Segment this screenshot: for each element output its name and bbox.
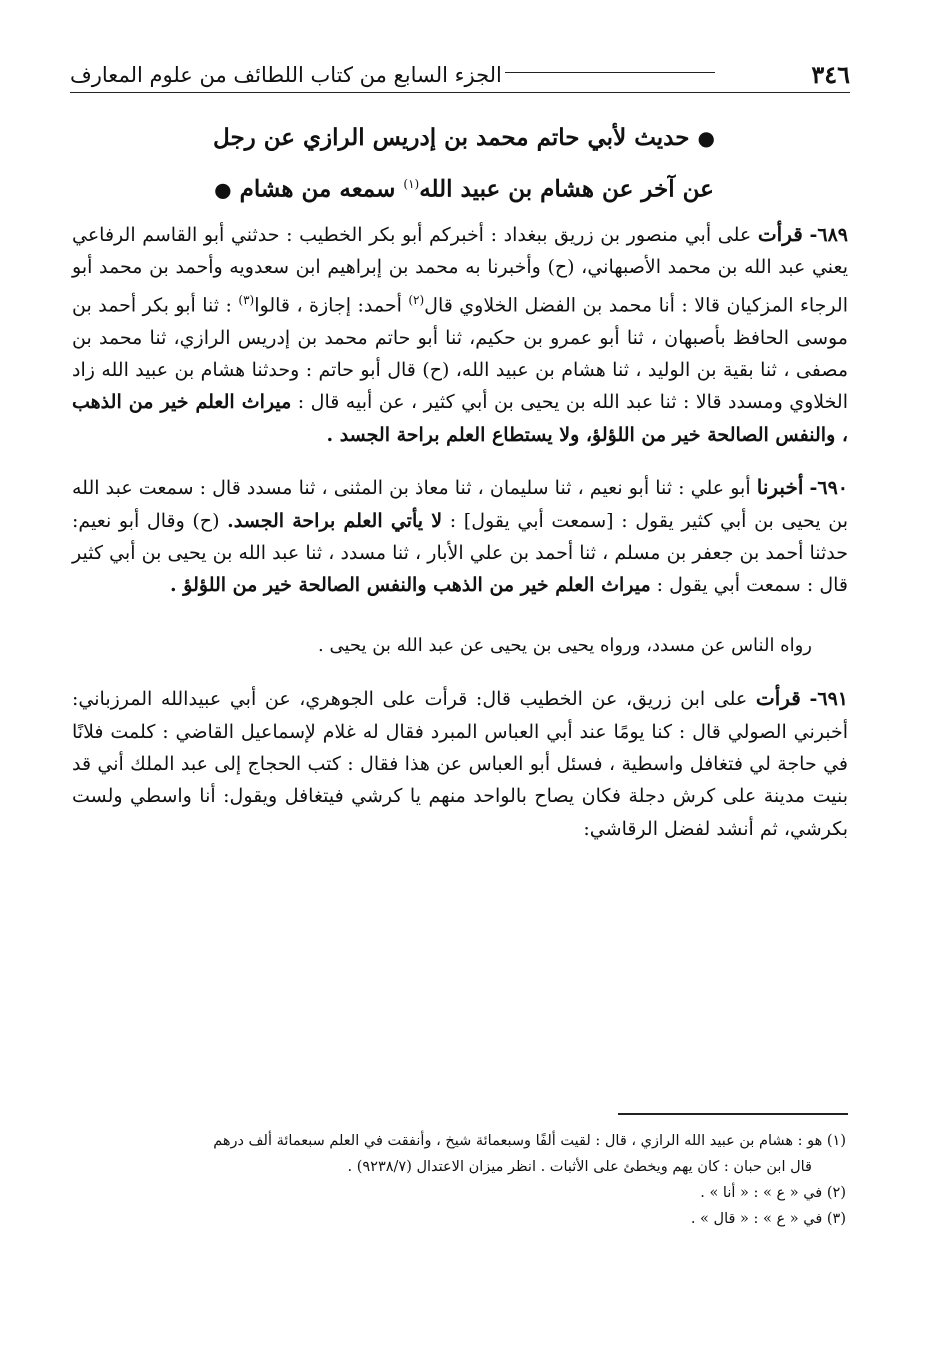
footnote-text: هو : هشام بن عبيد الله الرازي ، قال : لقيت ألفًا وسبعمائة شيخ ، وأنفقت في العلم سبعمائة ألف درهم [213,1133,823,1149]
footnote-3 [88,1206,846,1232]
footnote-mark-2: (٢) [408,292,425,307]
footnote-mark: (٣) [826,1211,846,1227]
header-rule [505,72,715,73]
footnote-1 [88,1128,846,1180]
hadith-text: على ابن زريق، عن الخطيب قال: قرأت على الجوهري، عن أبي عبيدالله المرزباني: أخبرني الصولي قال : كنا يومًا عند أبي العباس المبرد فقال له غلام لإسماعيل القاضي : كلمت فلانًا في حاجة لي فتغافل واسطية ، فسئل أبو العباس عن هذا فقال : كتب الحجاج إلى عبد الملك أني قد بنيت مدينة على كرش دجلة فكان يصاح بالواحد منهم يا كرشي فيتغافل ويقول: أنا واسطي ولست بكرشي، ثم أنشد لفضل الرقاشي: [72,688,848,840]
footnote-mark: (١) [826,1133,846,1149]
footnotes [88,1128,846,1232]
page-number: ٣٤٦ [811,60,850,89]
narrator-verb: قرأت [755,686,801,711]
matn-text: لا يأتي العلم براحة الجسد. [227,509,443,532]
section-title-line-2 [90,161,838,213]
isnad-text-2: (ح) وقال أبو نعيم: حدثنا أحمد بن جعفر بن مسلم ، ثنا أحمد بن علي الأبار ، ثنا مسدد ، ثنا عبد الله بن يحيى بن أبي كثير قال : سمعت أبي يقول : [72,509,848,597]
section-title-text-1: حديث لأبي حاتم محمد بن إدريس الرازي عن رجل [213,124,690,151]
footnote-text: في « ع » : « قال » . [690,1211,823,1227]
footnote-text: في « ع » : « أنا » . [700,1185,823,1201]
footnote-mark: (٢) [826,1185,846,1201]
running-head [70,52,850,93]
hadith-number: ٦٨٩- [809,224,848,246]
footnote-rule [618,1113,848,1115]
body-text [72,218,848,845]
hadith-number: ٦٩١- [809,688,848,711]
section-title [90,115,838,213]
running-title: الجزء السابع من كتاب اللطائف من علوم المعارف [70,63,502,87]
hadith-number: ٦٩٠- [809,477,848,500]
footnote-mark-1: (١) [403,177,420,191]
hadith-691 [72,682,848,845]
bullet-icon-end: ● [214,177,232,202]
section-title-line-1 [90,115,838,161]
narration-note: رواه الناس عن مسدد، ورواه يحيى بن يحيى عن عبد الله بن يحيى . [318,634,812,656]
footnote-text-2: قال ابن حبان : كان يهم ويخطئ على الأثبات . انظر ميزان الاعتدال (٩٢٣٨/٧) . [347,1159,812,1175]
isnad-text-2: أحمد: إجازة ، قالوا [254,294,402,317]
isnad-text: على أبي منصور بن زريق ببغداد : أخبركم أبو بكر الخطيب : حدثني أبو القاسم الرفاعي يعني عبد الله بن محمد الأصبهاني، (ح) وأخبرنا به محمد بن إبراهيم ابن سعدويه وأحمد بن محمد أبو الرجاء المزكيان قالا : أنا محمد بن الفضل الخلاوي قال [72,224,848,317]
matn-text: ميراث العلم خير من الذهب ، والنفس الصالحة خير من اللؤلؤ، ولا يستطاع العلم براحة الجسد . [72,391,848,446]
matn-text-2: ميراث العلم خير من الذهب والنفس الصالحة خير من اللؤلؤ . [170,574,651,597]
bullet-icon: ● [697,126,715,150]
isnad-text: أبو علي : ثنا أبو نعيم ، ثنا سليمان ، ثنا معاذ بن المثنى ، ثنا مسدد قال : سمعت عبد الله بن يحيى بن أبي كثير يقول : [سمعت أبي يقول] : [72,477,849,532]
isnad-text-3: : ثنا أبو بكر أحمد بن موسى الحافظ بأصبهان ، ثنا أبو عمرو بن حكيم، ثنا أبو حاتم محمد بن إدريس الرازي، ثنا محمد بن مصفى ، ثنا بقية بن الوليد ، ثنا هشام بن عبيد الله، (ح) قال أبو حاتم : وحدثنا هشام بن عبيد الله زاد الخلاوي ومسدد قالا : ثنا عبد الله بن يحيى بن أبي كثير ، عن أبيه قال : [72,294,848,414]
hadith-689 [72,218,848,451]
footnote-mark-3: (٣) [238,292,255,307]
hadith-690 [72,471,848,602]
section-title-text-3: سمعه من هشام [239,175,396,203]
narrator-verb: أخبرنا [756,475,804,500]
footnote-2 [88,1180,846,1206]
section-title-text-2: عن آخر عن هشام بن عبيد الله [419,175,714,203]
narrator-verb: قرأت [757,222,803,246]
